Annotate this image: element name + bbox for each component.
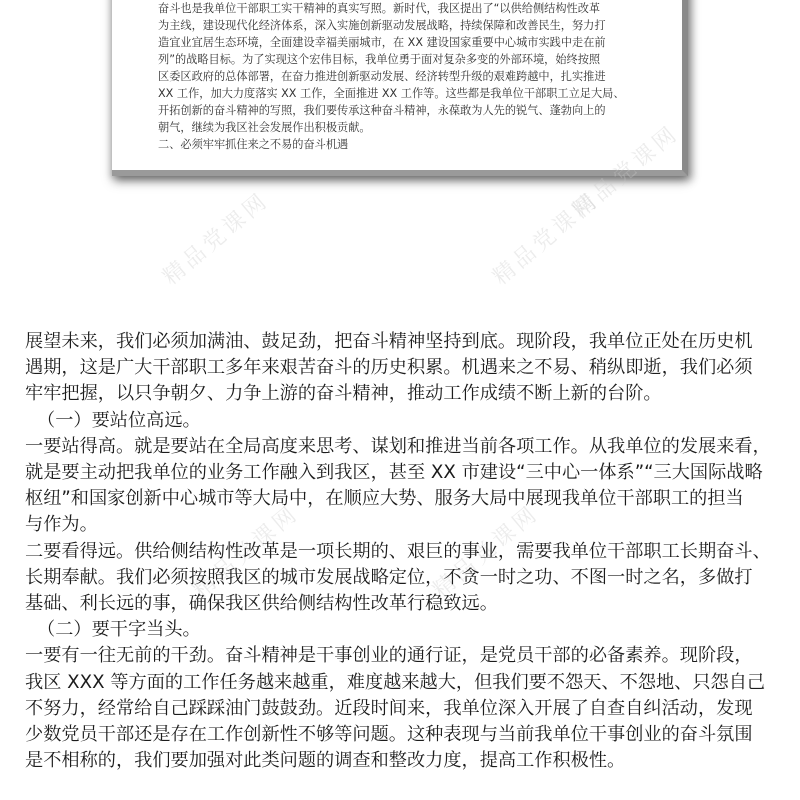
watermark: 精品党课网: [188, 500, 305, 604]
paragraph-line: 是不相称的，我们要加强对此类问题的调查和整改力度，提高工作积极性。: [25, 750, 626, 772]
watermark: 精品党课网: [488, 187, 605, 291]
card-line: 造宜业宜居生态环境，全面建设幸福美丽城市，在 XX 建设国家重要中心城市实践中走在前: [158, 36, 606, 49]
paragraph-line: 遇期，这是广大干部职工多年来艰苦奋斗的历史积累。机遇来之不易、稍纵即逝，我们必须: [25, 357, 753, 379]
paragraph-line: 不努力，经常给自己踩踩油门鼓鼓劲。近段时间来，我单位深入开展了自查自纠活动，发现: [25, 697, 753, 719]
paragraph-line: 与作为。: [25, 514, 98, 536]
card-line: 奋斗也是我单位干部职工实干精神的真实写照。新时代，我区提出了“以供给侧结构性改革: [158, 2, 601, 15]
card-section-heading: 二、必须牢牢抓住来之不易的奋斗机遇: [158, 138, 349, 151]
card-line: 列”的战略目标。为了实现这个宏伟目标，我单位勇于面对复杂多变的外部环境，始终按照: [158, 53, 601, 66]
section-heading: （二）要干字当头。: [37, 619, 201, 641]
paragraph-line: 长期奉献。我们必须按照我区的城市发展战略定位，不贪一时之功、不图一时之名，多做打: [25, 566, 753, 588]
paragraph-line: 就是要主动把我单位的业务工作融入到我区，甚至 XX 市建设“三中心一体系”“三大国际战略: [25, 462, 763, 484]
section-heading: （一）要站位高远。: [37, 409, 201, 431]
document-page-card: [112, 0, 688, 176]
paragraph-line: 枢纽”和国家创新中心城市等大局中，在顺应大势、服务大局中展现我单位干部职工的担当: [25, 488, 744, 510]
paragraph-line: 少数党员干部还是存在工作创新性不够等问题。这种表现与当前我单位干事创业的奋斗氛围: [25, 724, 753, 746]
paragraph-line: 我区 XXX 等方面的工作任务越来越重，难度越来越大，但我们要不怨天、不怨地、只怨自己: [25, 671, 766, 693]
document-preview-area: [0, 0, 800, 280]
paragraph-line: 基础、利长远的事，确保我区供给侧结构性改革行稳致远。: [25, 593, 498, 615]
paragraph-line: 一要有一往无前的干劲。奋斗精神是干事创业的通行证，是党员干部的必备素养。现阶段，: [25, 645, 753, 667]
card-text: [158, 0, 648, 153]
paragraph-line: 一要站得高。就是要站在全局高度来思考、谋划和推进当前各项工作。从我单位的发展来看，: [25, 435, 771, 457]
paragraph-line: 展望未来，我们必须加满油、鼓足劲，把奋斗精神坚持到底。现阶段，我单位正处在历史机: [25, 331, 753, 352]
watermark: 精品党课网: [158, 187, 275, 291]
paragraph-line: 二要看得远。供给侧结构性改革是一项长期的、艰巨的事业，需要我单位干部职工长期奋斗、: [25, 540, 771, 562]
card-line: 为主线，建设现代化经济体系，深入实施创新驱动发展战略，持续保障和改善民生，努力打: [158, 19, 606, 32]
paragraph-line: 牢牢把握，以只争朝夕、力争上游的奋斗精神，推动工作成绩不断上新的台阶。: [25, 383, 662, 405]
watermark: 精品党课网: [568, 120, 685, 224]
card-line: 开拓创新的奋斗精神的写照，我们要传承这种奋斗精神，永葆敢为人先的锐气、蓬勃向上的: [158, 104, 606, 117]
main-text: [25, 329, 785, 774]
card-line: XX 工作，加大力度落实 XX 工作，全面推进 XX 工作等。这些都是我单位干部职工立足大局、: [158, 87, 625, 100]
card-line: 区委区政府的总体部署，在奋力推进创新驱动发展、经济转型升级的艰难跨越中，扎实推进: [158, 70, 606, 83]
watermark: 精品党课网: [428, 500, 545, 604]
card-line: 朝气，继续为我区社会发展作出积极贡献。: [158, 121, 371, 134]
